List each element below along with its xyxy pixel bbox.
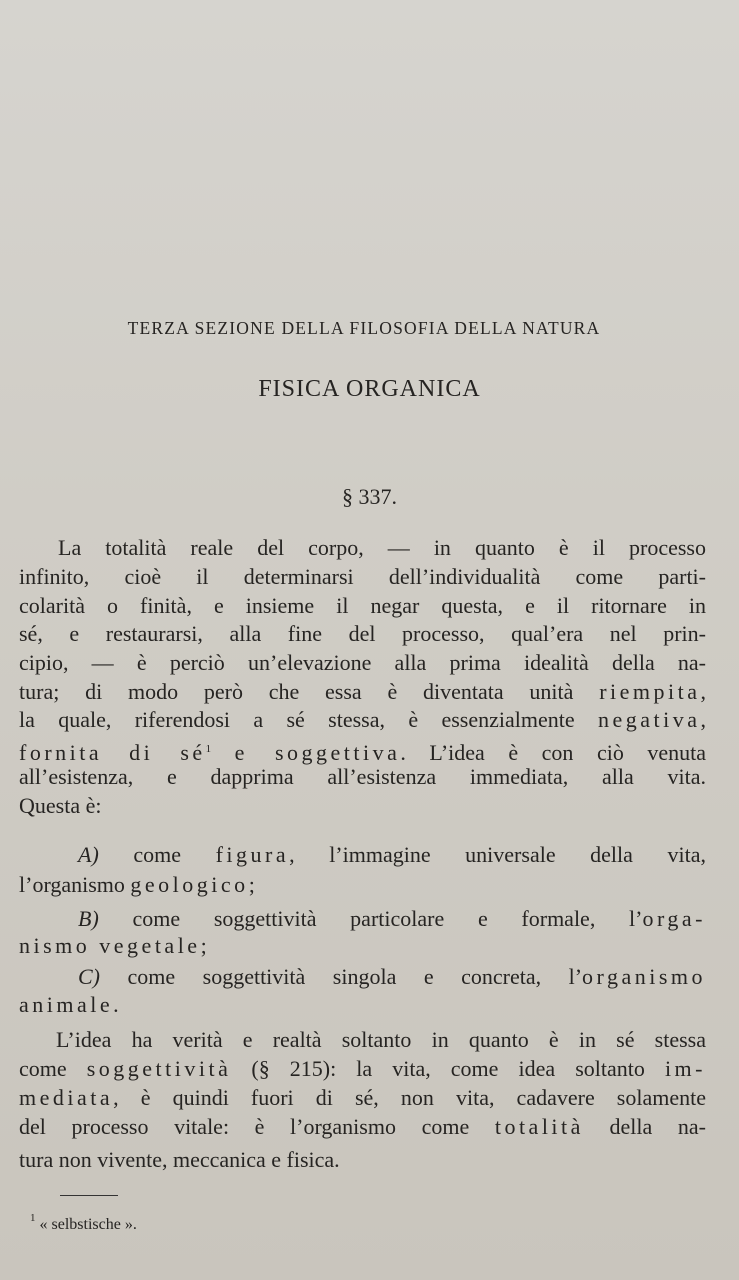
text-segment: (§ 215): la vita, come idea soltanto [231, 1056, 665, 1081]
text-line [19, 1113, 706, 1141]
text-segment: L’idea ha verità e realtà soltanto in quanto è in sé stessa [56, 1027, 706, 1052]
text-segment: fornita di sé [19, 740, 206, 765]
text-segment: tura; di modo però che essa è diventata unità [19, 679, 600, 704]
text-line [19, 592, 706, 620]
text-segment: come soggettività particolare e formale, l’ [98, 906, 643, 931]
text-segment: negativa [597, 707, 701, 732]
text-line [56, 1026, 706, 1054]
text-line [19, 991, 706, 1019]
text-segment: del processo vitale: è l’organismo come [19, 1114, 495, 1139]
chapter-title: FISICA ORGANICA [258, 376, 481, 402]
text-segment: orga- [642, 906, 706, 931]
text-segment: colarità o finità, e insieme il negar questa, e il ritornare in [19, 593, 706, 618]
text-line [19, 763, 706, 791]
text-segment: , [700, 679, 706, 704]
text-segment: geologico [130, 872, 249, 897]
text-line [78, 905, 706, 933]
text-segment: figura [215, 842, 290, 867]
text-segment: La totalità reale del corpo, — in quanto è il processo [58, 535, 706, 560]
text-line [19, 871, 706, 899]
text-segment: l’organismo [19, 872, 131, 897]
text-line [19, 792, 706, 820]
text-line [19, 706, 706, 734]
text-line [19, 563, 706, 591]
text-segment: . [113, 992, 119, 1017]
footnote-marker: 1 [30, 1212, 36, 1224]
text-line [19, 649, 706, 677]
text-segment: , è quindi fuori di sé, non vita, cadavere solamente [113, 1085, 706, 1110]
text-segment: e soggettiva [234, 740, 401, 765]
text-segment: im- [664, 1056, 706, 1081]
text-segment: cipio, — è perciò un’elevazione alla prima idealità della na- [19, 650, 706, 675]
text-line [19, 1146, 706, 1174]
text-segment: riempita [599, 679, 701, 704]
text-line [19, 678, 706, 706]
text-segment: nismo vegetale [19, 933, 201, 958]
section-heading: TERZA SEZIONE DELLA FILOSOFIA DELLA NATURA [127, 318, 601, 338]
text-segment: , [700, 707, 706, 732]
text-segment: come [19, 1056, 87, 1081]
text-line [19, 620, 706, 648]
paragraph-number: § 337. [342, 484, 397, 509]
text-segment: soggettività [86, 1056, 232, 1081]
footnote-reference: 1 [205, 743, 212, 755]
text-segment: A) [78, 842, 99, 867]
text-segment: . L’idea è con ciò venuta [400, 740, 706, 765]
text-segment: come soggettività singola e concreta, l’ [100, 964, 583, 989]
text-line [78, 841, 706, 869]
text-line [19, 1084, 706, 1112]
text-segment: all’esistenza, e dapprima all’esistenza immediata, alla vita. [19, 764, 706, 789]
text-segment [211, 740, 235, 765]
text-line [58, 534, 706, 562]
text-segment: ; [200, 933, 207, 958]
text-segment: tura non vivente, meccanica e fisica. [19, 1147, 340, 1172]
text-segment: animale [19, 992, 114, 1017]
text-line [19, 1055, 706, 1083]
text-segment: B) [78, 906, 99, 931]
text-line [78, 963, 706, 991]
text-segment: infinito, cioè il determinarsi dell’individualità come parti- [19, 564, 706, 589]
text-segment: , l’immagine universale della vita, [289, 842, 706, 867]
text-segment: organismo [582, 964, 706, 989]
text-line [19, 932, 706, 960]
text-segment: sé, e restaurarsi, alla fine del processo, qual’era nel prin- [19, 621, 706, 646]
text-segment: mediata [19, 1085, 114, 1110]
footnote [30, 1212, 137, 1234]
text-segment: della na- [583, 1114, 706, 1139]
text-segment: ; [248, 872, 255, 897]
text-segment: totalità [494, 1114, 584, 1139]
text-segment: la quale, riferendosi a sé stessa, è essenzialmente [19, 707, 598, 732]
text-segment: C) [78, 964, 100, 989]
text-segment: come [98, 842, 216, 867]
text-segment: Questa è: [19, 793, 102, 818]
footnote-divider [60, 1195, 118, 1196]
footnote-text: « selbstische ». [35, 1216, 137, 1233]
